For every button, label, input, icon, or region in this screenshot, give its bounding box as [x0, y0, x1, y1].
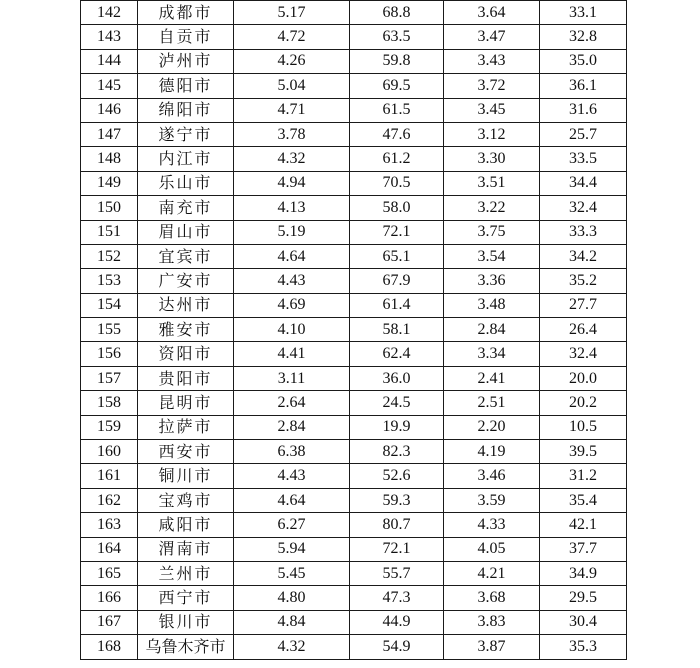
row-index-cell: 156: [81, 342, 138, 366]
value-cell-4: 34.9: [540, 561, 627, 585]
value-cell-1: 4.43: [234, 269, 350, 293]
value-cell-2: 52.6: [350, 464, 444, 488]
value-cell-1: 4.71: [234, 98, 350, 122]
table-row: [81, 635, 627, 659]
table-row: [81, 220, 627, 244]
table-row: [81, 171, 627, 195]
table-row: [81, 98, 627, 122]
value-cell-3: 3.59: [444, 488, 540, 512]
value-cell-3: 3.46: [444, 464, 540, 488]
value-cell-1: 3.78: [234, 122, 350, 146]
table-row: [81, 586, 627, 610]
row-index-cell: 144: [81, 49, 138, 73]
row-index-cell: 146: [81, 98, 138, 122]
table-row: [81, 366, 627, 390]
value-cell-2: 82.3: [350, 440, 444, 464]
value-cell-1: 4.64: [234, 244, 350, 268]
city-name-cell: 乐山市: [138, 171, 234, 195]
value-cell-2: 62.4: [350, 342, 444, 366]
value-cell-2: 69.5: [350, 74, 444, 98]
table-row: [81, 1, 627, 25]
value-cell-2: 19.9: [350, 415, 444, 439]
value-cell-1: 5.19: [234, 220, 350, 244]
city-name-cell: 拉萨市: [138, 415, 234, 439]
value-cell-3: 2.51: [444, 391, 540, 415]
city-name-cell: 西宁市: [138, 586, 234, 610]
value-cell-4: 30.4: [540, 610, 627, 634]
value-cell-1: 4.80: [234, 586, 350, 610]
value-cell-3: 3.47: [444, 25, 540, 49]
city-name-cell: 泸州市: [138, 49, 234, 73]
value-cell-3: 2.20: [444, 415, 540, 439]
value-cell-4: 20.2: [540, 391, 627, 415]
value-cell-4: 33.3: [540, 220, 627, 244]
value-cell-4: 34.2: [540, 244, 627, 268]
value-cell-2: 70.5: [350, 171, 444, 195]
table-row: [81, 488, 627, 512]
value-cell-3: 3.48: [444, 293, 540, 317]
table-row: [81, 561, 627, 585]
row-index-cell: 160: [81, 440, 138, 464]
value-cell-1: 5.45: [234, 561, 350, 585]
value-cell-2: 47.3: [350, 586, 444, 610]
city-name-cell: 自贡市: [138, 25, 234, 49]
value-cell-4: 29.5: [540, 586, 627, 610]
table-row: [81, 293, 627, 317]
value-cell-4: 25.7: [540, 122, 627, 146]
value-cell-2: 24.5: [350, 391, 444, 415]
value-cell-1: 6.38: [234, 440, 350, 464]
value-cell-1: 2.84: [234, 415, 350, 439]
value-cell-2: 80.7: [350, 513, 444, 537]
table-row: [81, 244, 627, 268]
value-cell-3: 3.51: [444, 171, 540, 195]
value-cell-4: 34.4: [540, 171, 627, 195]
city-name-cell: 达州市: [138, 293, 234, 317]
value-cell-2: 59.8: [350, 49, 444, 73]
value-cell-3: 2.84: [444, 318, 540, 342]
table-body: [81, 1, 627, 660]
table-row: [81, 464, 627, 488]
value-cell-3: 3.83: [444, 610, 540, 634]
row-index-cell: 153: [81, 269, 138, 293]
city-name-cell: 雅安市: [138, 318, 234, 342]
value-cell-4: 33.1: [540, 1, 627, 25]
city-name-cell: 西安市: [138, 440, 234, 464]
value-cell-4: 35.2: [540, 269, 627, 293]
value-cell-3: 4.33: [444, 513, 540, 537]
value-cell-1: 6.27: [234, 513, 350, 537]
table-row: [81, 147, 627, 171]
row-index-cell: 161: [81, 464, 138, 488]
value-cell-4: 20.0: [540, 366, 627, 390]
value-cell-2: 36.0: [350, 366, 444, 390]
city-name-cell: 绵阳市: [138, 98, 234, 122]
value-cell-3: 3.64: [444, 1, 540, 25]
value-cell-1: 5.94: [234, 537, 350, 561]
value-cell-3: 3.72: [444, 74, 540, 98]
row-index-cell: 142: [81, 1, 138, 25]
value-cell-3: 3.34: [444, 342, 540, 366]
value-cell-2: 47.6: [350, 122, 444, 146]
value-cell-2: 55.7: [350, 561, 444, 585]
value-cell-4: 36.1: [540, 74, 627, 98]
value-cell-4: 27.7: [540, 293, 627, 317]
row-index-cell: 168: [81, 635, 138, 659]
value-cell-4: 31.2: [540, 464, 627, 488]
value-cell-3: 4.05: [444, 537, 540, 561]
city-name-cell: 乌鲁木齐市: [138, 635, 234, 659]
data-table: [80, 0, 627, 660]
row-index-cell: 166: [81, 586, 138, 610]
city-name-cell: 银川市: [138, 610, 234, 634]
row-index-cell: 152: [81, 244, 138, 268]
value-cell-2: 65.1: [350, 244, 444, 268]
row-index-cell: 163: [81, 513, 138, 537]
city-name-cell: 广安市: [138, 269, 234, 293]
row-index-cell: 145: [81, 74, 138, 98]
value-cell-3: 3.43: [444, 49, 540, 73]
row-index-cell: 154: [81, 293, 138, 317]
table-row: [81, 74, 627, 98]
value-cell-4: 42.1: [540, 513, 627, 537]
row-index-cell: 149: [81, 171, 138, 195]
city-name-cell: 眉山市: [138, 220, 234, 244]
value-cell-4: 32.4: [540, 196, 627, 220]
value-cell-1: 4.41: [234, 342, 350, 366]
table-row: [81, 196, 627, 220]
city-name-cell: 咸阳市: [138, 513, 234, 537]
value-cell-4: 33.5: [540, 147, 627, 171]
value-cell-1: 4.43: [234, 464, 350, 488]
value-cell-1: 5.04: [234, 74, 350, 98]
row-index-cell: 147: [81, 122, 138, 146]
value-cell-2: 72.1: [350, 537, 444, 561]
row-index-cell: 155: [81, 318, 138, 342]
value-cell-1: 4.69: [234, 293, 350, 317]
city-name-cell: 德阳市: [138, 74, 234, 98]
value-cell-2: 61.5: [350, 98, 444, 122]
value-cell-2: 61.2: [350, 147, 444, 171]
city-name-cell: 兰州市: [138, 561, 234, 585]
value-cell-3: 3.68: [444, 586, 540, 610]
value-cell-2: 44.9: [350, 610, 444, 634]
value-cell-3: 3.12: [444, 122, 540, 146]
table-row: [81, 610, 627, 634]
value-cell-3: 3.30: [444, 147, 540, 171]
city-name-cell: 昆明市: [138, 391, 234, 415]
table-row: [81, 415, 627, 439]
row-index-cell: 164: [81, 537, 138, 561]
city-name-cell: 遂宁市: [138, 122, 234, 146]
value-cell-4: 26.4: [540, 318, 627, 342]
row-index-cell: 151: [81, 220, 138, 244]
value-cell-4: 32.8: [540, 25, 627, 49]
city-name-cell: 南充市: [138, 196, 234, 220]
table-row: [81, 342, 627, 366]
city-name-cell: 宜宾市: [138, 244, 234, 268]
row-index-cell: 162: [81, 488, 138, 512]
city-name-cell: 铜川市: [138, 464, 234, 488]
table-row: [81, 440, 627, 464]
value-cell-1: 4.32: [234, 147, 350, 171]
row-index-cell: 148: [81, 147, 138, 171]
value-cell-1: 4.64: [234, 488, 350, 512]
value-cell-1: 4.32: [234, 635, 350, 659]
value-cell-1: 4.72: [234, 25, 350, 49]
city-name-cell: 成都市: [138, 1, 234, 25]
table-row: [81, 269, 627, 293]
table-row: [81, 318, 627, 342]
table-row: [81, 537, 627, 561]
value-cell-3: 3.75: [444, 220, 540, 244]
value-cell-4: 35.0: [540, 49, 627, 73]
value-cell-1: 3.11: [234, 366, 350, 390]
value-cell-3: 3.22: [444, 196, 540, 220]
value-cell-2: 61.4: [350, 293, 444, 317]
value-cell-3: 2.41: [444, 366, 540, 390]
value-cell-2: 68.8: [350, 1, 444, 25]
value-cell-4: 35.4: [540, 488, 627, 512]
value-cell-4: 32.4: [540, 342, 627, 366]
value-cell-3: 3.36: [444, 269, 540, 293]
city-name-cell: 贵阳市: [138, 366, 234, 390]
table-row: [81, 391, 627, 415]
value-cell-1: 5.17: [234, 1, 350, 25]
value-cell-2: 54.9: [350, 635, 444, 659]
value-cell-3: 3.45: [444, 98, 540, 122]
value-cell-2: 58.1: [350, 318, 444, 342]
value-cell-1: 4.84: [234, 610, 350, 634]
value-cell-3: 3.54: [444, 244, 540, 268]
value-cell-4: 37.7: [540, 537, 627, 561]
value-cell-1: 4.26: [234, 49, 350, 73]
row-index-cell: 150: [81, 196, 138, 220]
city-name-cell: 渭南市: [138, 537, 234, 561]
value-cell-4: 39.5: [540, 440, 627, 464]
row-index-cell: 157: [81, 366, 138, 390]
value-cell-4: 31.6: [540, 98, 627, 122]
value-cell-2: 72.1: [350, 220, 444, 244]
value-cell-1: 4.94: [234, 171, 350, 195]
city-name-cell: 资阳市: [138, 342, 234, 366]
value-cell-1: 2.64: [234, 391, 350, 415]
table-row: [81, 25, 627, 49]
city-name-cell: 宝鸡市: [138, 488, 234, 512]
city-name-cell: 内江市: [138, 147, 234, 171]
value-cell-1: 4.13: [234, 196, 350, 220]
value-cell-2: 59.3: [350, 488, 444, 512]
value-cell-3: 4.19: [444, 440, 540, 464]
table-row: [81, 49, 627, 73]
row-index-cell: 165: [81, 561, 138, 585]
table-row: [81, 122, 627, 146]
table-row: [81, 513, 627, 537]
value-cell-3: 3.87: [444, 635, 540, 659]
value-cell-2: 58.0: [350, 196, 444, 220]
row-index-cell: 159: [81, 415, 138, 439]
value-cell-4: 35.3: [540, 635, 627, 659]
value-cell-3: 4.21: [444, 561, 540, 585]
value-cell-4: 10.5: [540, 415, 627, 439]
value-cell-2: 67.9: [350, 269, 444, 293]
value-cell-1: 4.10: [234, 318, 350, 342]
value-cell-2: 63.5: [350, 25, 444, 49]
row-index-cell: 143: [81, 25, 138, 49]
row-index-cell: 167: [81, 610, 138, 634]
row-index-cell: 158: [81, 391, 138, 415]
